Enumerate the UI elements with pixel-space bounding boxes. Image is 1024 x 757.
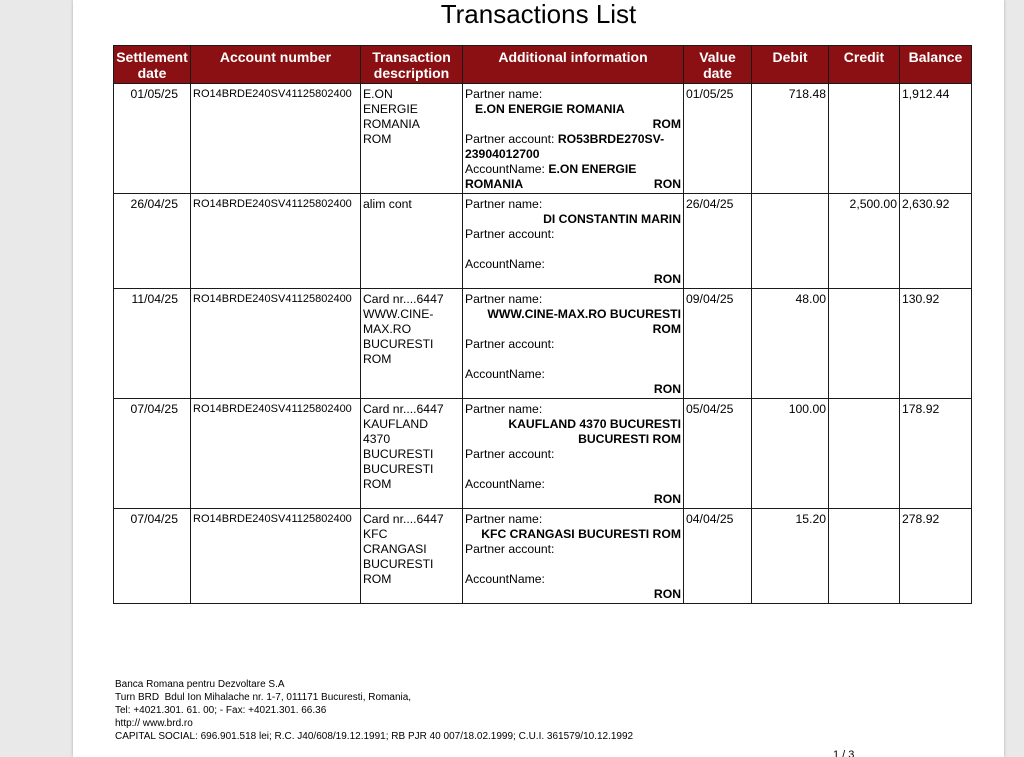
account-name-row bbox=[465, 177, 681, 192]
description-line: 4370 bbox=[363, 432, 391, 446]
description-line: BUCURESTI bbox=[363, 447, 434, 461]
balance-amount: 130.92 bbox=[900, 289, 972, 399]
currency: RON bbox=[653, 272, 681, 286]
account-name-label: AccountName: bbox=[465, 572, 545, 586]
debit-amount: 718.48 bbox=[752, 84, 829, 194]
header-account-number: Account number bbox=[191, 46, 361, 84]
partner-account-value-cont: 23904012700 bbox=[465, 147, 540, 161]
partner-account-label: Partner account: bbox=[465, 542, 555, 556]
transaction-description bbox=[361, 289, 463, 399]
credit-amount bbox=[829, 84, 900, 194]
partner-account-label: Partner account: bbox=[465, 132, 555, 146]
balance-amount: 2,630.92 bbox=[900, 194, 972, 289]
footer-website[interactable]: http:// www.brd.ro bbox=[115, 718, 193, 729]
table-row bbox=[114, 84, 972, 194]
partner-name-value: KAUFLAND 4370 BUCURESTI bbox=[508, 417, 681, 431]
partner-name-value: ROM bbox=[652, 117, 681, 131]
account-number: RO14BRDE240SV41125802400 bbox=[191, 399, 361, 509]
additional-information bbox=[463, 194, 684, 289]
value-date: 09/04/25 bbox=[684, 289, 752, 399]
header-value-date: Value date bbox=[684, 46, 752, 84]
partner-account-label: Partner account: bbox=[465, 227, 555, 241]
account-name-label: AccountName: bbox=[465, 257, 545, 271]
transactions-table bbox=[113, 45, 972, 604]
header-balance: Balance bbox=[900, 46, 972, 84]
transaction-description bbox=[361, 194, 463, 289]
partner-account-label: Partner account: bbox=[465, 337, 555, 351]
partner-name-value: DI CONSTANTIN MARIN bbox=[543, 212, 681, 226]
description-line: ENERGIE bbox=[363, 102, 418, 116]
settlement-date: 01/05/25 bbox=[114, 84, 191, 194]
transaction-description bbox=[361, 509, 463, 604]
credit-amount bbox=[829, 399, 900, 509]
page-number: 1 / 3 bbox=[833, 749, 855, 757]
header-settlement-date: Settlement date bbox=[114, 46, 191, 84]
credit-amount bbox=[829, 509, 900, 604]
account-number: RO14BRDE240SV41125802400 bbox=[191, 289, 361, 399]
table-row bbox=[114, 289, 972, 399]
spacer bbox=[465, 242, 681, 257]
description-line: E.ON bbox=[363, 87, 393, 101]
additional-information bbox=[463, 84, 684, 194]
description-line: Card nr....6447 bbox=[363, 292, 444, 306]
balance-amount: 178.92 bbox=[900, 399, 972, 509]
account-name-line bbox=[465, 162, 681, 177]
account-name-label: AccountName: bbox=[465, 367, 545, 381]
description-line: BUCURESTI bbox=[363, 337, 434, 351]
partner-name-value: ROM bbox=[652, 322, 681, 336]
footer-capital: CAPITAL SOCIAL: 696.901.518 lei; R.C. J40/608/19.12.1991; RB PJR 40 007/18.02.1999; C.U.I. 361579/10.12.1992 bbox=[115, 731, 634, 742]
partner-name-label: Partner name: bbox=[465, 292, 543, 306]
spacer bbox=[465, 557, 681, 572]
credit-amount: 2,500.00 bbox=[829, 194, 900, 289]
additional-information bbox=[463, 289, 684, 399]
spacer bbox=[465, 462, 681, 477]
partner-name-value: E.ON ENERGIE ROMANIA bbox=[475, 102, 625, 116]
currency: RON bbox=[653, 177, 681, 191]
description-line: ROM bbox=[363, 132, 392, 146]
account-name-value: E.ON ENERGIE bbox=[548, 162, 637, 176]
footer-address: Turn BRD Bdul Ion Mihalache nr. 1-7, 011171 Bucuresti, Romania, bbox=[115, 692, 412, 703]
description-line: BUCURESTI bbox=[363, 462, 434, 476]
account-name-value-cont: ROMANIA bbox=[465, 177, 524, 191]
transaction-description bbox=[361, 84, 463, 194]
currency: RON bbox=[653, 587, 681, 601]
balance-amount: 1,912.44 bbox=[900, 84, 972, 194]
debit-amount bbox=[752, 194, 829, 289]
spacer bbox=[465, 352, 681, 367]
table-row bbox=[114, 399, 972, 509]
settlement-date: 11/04/25 bbox=[114, 289, 191, 399]
header-debit: Debit bbox=[752, 46, 829, 84]
partner-name-label: Partner name: bbox=[465, 87, 543, 101]
debit-amount: 15.20 bbox=[752, 509, 829, 604]
account-number: RO14BRDE240SV41125802400 bbox=[191, 84, 361, 194]
footer-bank-name: Banca Romana pentru Dezvoltare S.A bbox=[115, 679, 285, 690]
description-line: alim cont bbox=[363, 197, 412, 211]
bank-footer bbox=[115, 678, 633, 743]
partner-name-label: Partner name: bbox=[465, 197, 543, 211]
partner-account-value: RO53BRDE270SV- bbox=[557, 132, 665, 146]
description-line: KAUFLAND bbox=[363, 417, 429, 431]
currency: RON bbox=[653, 382, 681, 396]
description-line: KFC bbox=[363, 527, 388, 541]
table-row bbox=[114, 194, 972, 289]
additional-information bbox=[463, 509, 684, 604]
header-additional-information: Additional information bbox=[463, 46, 684, 84]
settlement-date: 26/04/25 bbox=[114, 194, 191, 289]
description-line: Card nr....6447 bbox=[363, 402, 444, 416]
description-line: BUCURESTI bbox=[363, 557, 434, 571]
partner-name-label: Partner name: bbox=[465, 512, 543, 526]
account-number: RO14BRDE240SV41125802400 bbox=[191, 509, 361, 604]
description-line: WWW.CINE- bbox=[363, 307, 434, 321]
page-title: Transactions List bbox=[440, 0, 637, 29]
value-date: 05/04/25 bbox=[684, 399, 752, 509]
value-date: 26/04/25 bbox=[684, 194, 752, 289]
description-line: MAX.RO bbox=[363, 322, 412, 336]
table-row bbox=[114, 509, 972, 604]
settlement-date: 07/04/25 bbox=[114, 399, 191, 509]
currency: RON bbox=[653, 492, 681, 506]
partner-account-label: Partner account: bbox=[465, 447, 555, 461]
value-date: 04/04/25 bbox=[684, 509, 752, 604]
partner-account-line bbox=[465, 132, 681, 147]
settlement-date: 07/04/25 bbox=[114, 509, 191, 604]
description-line: ROM bbox=[363, 352, 392, 366]
account-name-label: AccountName: bbox=[465, 477, 545, 491]
partner-name-label: Partner name: bbox=[465, 402, 543, 416]
account-number: RO14BRDE240SV41125802400 bbox=[191, 194, 361, 289]
debit-amount: 100.00 bbox=[752, 399, 829, 509]
table-header-row bbox=[114, 46, 972, 84]
account-name-label: AccountName: bbox=[465, 162, 545, 176]
balance-amount: 278.92 bbox=[900, 509, 972, 604]
value-date: 01/05/25 bbox=[684, 84, 752, 194]
description-line: ROM bbox=[363, 572, 392, 586]
description-line: CRANGASI bbox=[363, 542, 427, 556]
partner-name-value: BUCURESTI ROM bbox=[578, 432, 681, 446]
description-line: Card nr....6447 bbox=[363, 512, 444, 526]
description-line: ROM bbox=[363, 477, 392, 491]
partner-name-value: WWW.CINE-MAX.RO BUCURESTI bbox=[487, 307, 681, 321]
document-page bbox=[73, 0, 1004, 757]
credit-amount bbox=[829, 289, 900, 399]
header-transaction-description: Transaction description bbox=[361, 46, 463, 84]
description-line: ROMANIA bbox=[363, 117, 420, 131]
additional-information bbox=[463, 399, 684, 509]
header-credit: Credit bbox=[829, 46, 900, 84]
transaction-description bbox=[361, 399, 463, 509]
debit-amount: 48.00 bbox=[752, 289, 829, 399]
partner-name-value: KFC CRANGASI BUCURESTI ROM bbox=[481, 527, 681, 541]
footer-phone: Tel: +4021.301. 61. 00; - Fax: +4021.301. 66.36 bbox=[115, 705, 327, 716]
